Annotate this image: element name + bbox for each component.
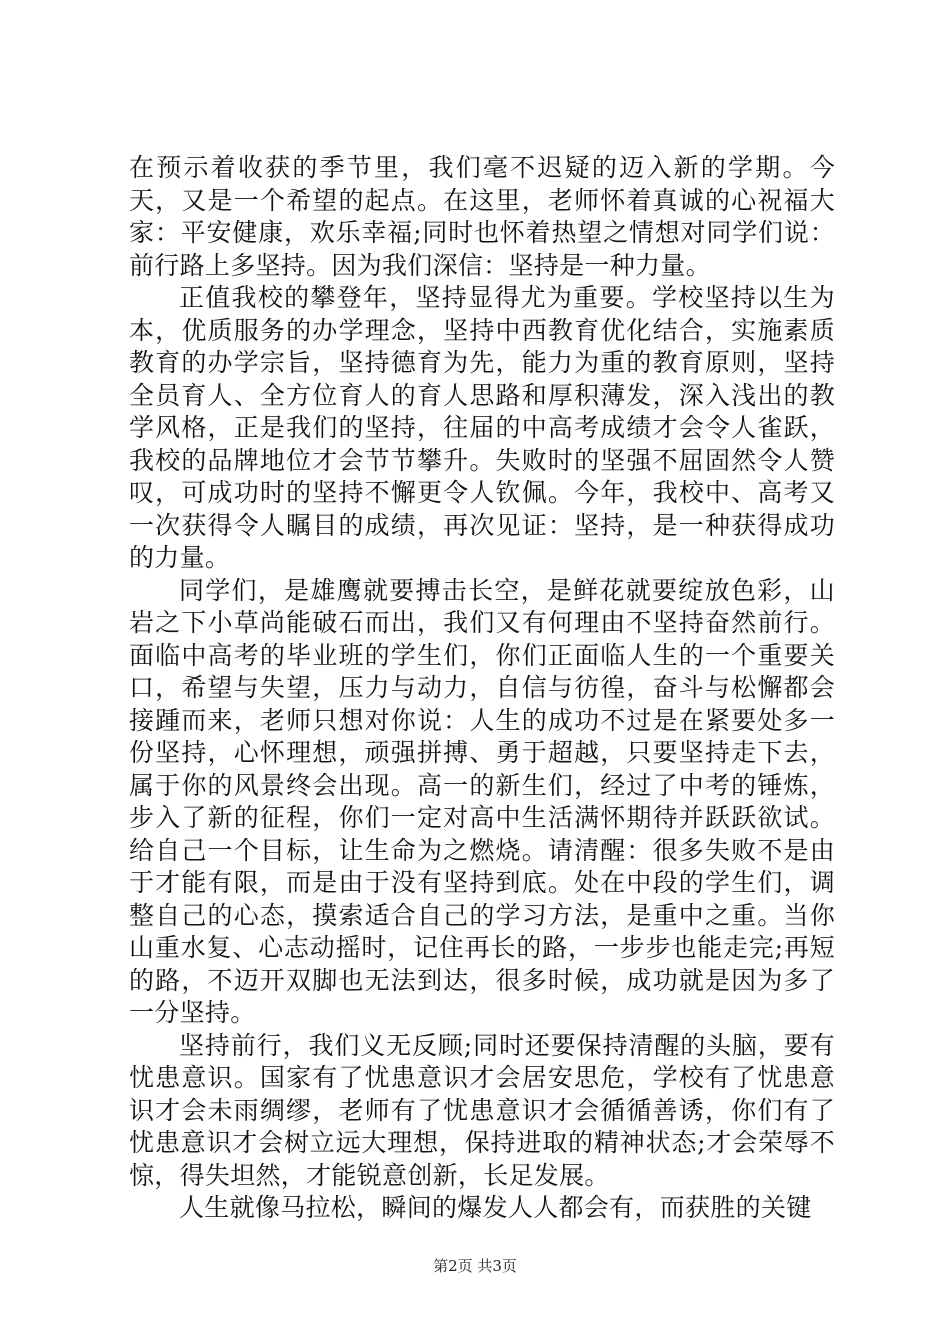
paragraph-3: 同学们，是雄鹰就要搏击长空，是鲜花就要绽放色彩，山岩之下小草尚能破石而出，我们又有何理由不坚持奋然前行。面临中高考的毕业班的学生们，你们正面临人生的一个重要关口，希望与失望，压力与动力，自信与彷徨，奋斗与松懈都会接踵而来，老师只想对你说：人生的成功不过是在紧要处多一份坚持，心怀理想，顽强拼搏、勇于超越，只要坚持走下去，属于你的风景终会出现。高一的新生们，经过了中考的锤炼，步入了新的征程，你们一定对高中生活满怀期待并跃跃欲试。给自己一个目标，让生命为之燃烧。请清醒：很多失败不是由于才能有限，而是由于没有坚持到底。处在中段的学生们，调整自己的心态，摸索适合自己的学习方法，是重中之重。当你山重水复、心志动摇时，记住再长的路，一步步也能走完;再短的路，不迈开双脚也无法到达，很多时候，成功就是因为多了一分坚持。 [129, 575, 835, 1027]
paragraph-5: 人生就像马拉松，瞬间的爆发人人都会有，而获胜的关键 [179, 1193, 812, 1222]
page-footer: 第2页 共3页 [433, 1257, 517, 1275]
paragraph-1: 在预示着收获的季节里，我们毫不迟疑的迈入新的学期。今天，又是一个希望的起点。在这里，老师怀着真诚的心祝福大家：平安健康，欢乐幸福;同时也怀着热望之情想对同学们说：前行路上多坚持。因为我们深信：坚持是一种力量。 [129, 153, 835, 280]
paragraph-4: 坚持前行，我们义无反顾;同时还要保持清醒的头脑，要有忧患意识。国家有了忧患意识才会居安思危，学校有了忧患意识才会未雨绸缪，老师有了忧患意识才会循循善诱，你们有了忧患意识才会树立远大理想，保持进取的精神状态;才会荣辱不惊，得失坦然，才能锐意创新，长足发展。 [129, 1030, 835, 1190]
paragraph-2: 正值我校的攀登年，坚持显得尤为重要。学校坚持以生为本，优质服务的办学理念，坚持中西教育优化结合，实施素质教育的办学宗旨，坚持德育为先，能力为重的教育原则，坚持全员育人、全方位育人的育人思路和厚积薄发，深入浅出的教学风格，正是我们的坚持，往届的中高考成绩才会令人雀跃，我校的品牌地位才会节节攀升。失败时的坚强不屈固然令人赞叹，可成功时的坚持不懈更令人钦佩。今年，我校中、高考又一次获得令人瞩目的成绩，再次见证：坚持，是一种获得成功的力量。 [129, 283, 835, 572]
document-body [129, 152, 835, 1225]
